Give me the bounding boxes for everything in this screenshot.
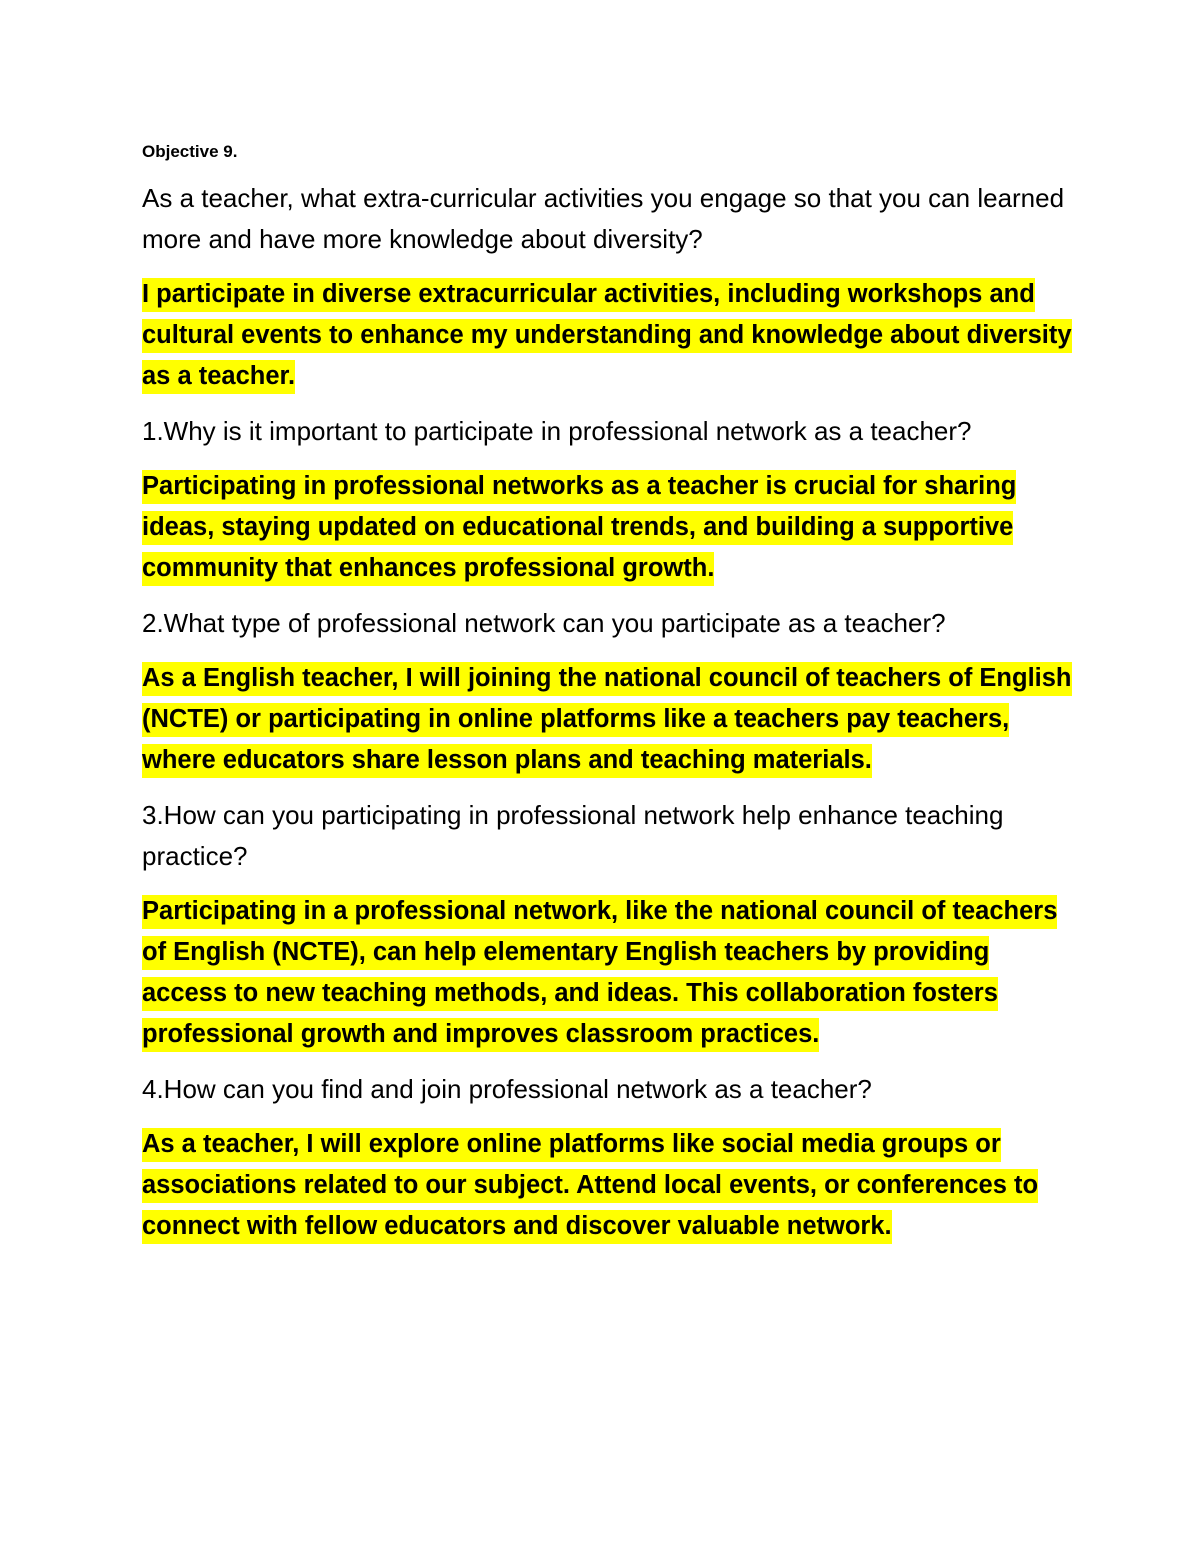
answer-1 xyxy=(142,466,1072,589)
answer-3 xyxy=(142,891,1072,1055)
question-2: 2.What type of professional network can you participate as a teacher? xyxy=(142,608,946,638)
question-4: 4.How can you find and join professional network as a teacher? xyxy=(142,1074,872,1104)
highlighted-answer-text: As a teacher, I will explore online platforms like social media groups or associations related to our subject. Attend local events, or conferences to connect with fellow educators and discover valuable network. xyxy=(142,1128,1038,1244)
highlighted-answer-text: Participating in professional networks as a teacher is crucial for sharing ideas, staying updated on educational trends, and building a supportive community that enhances professional growth. xyxy=(142,470,1016,586)
highlighted-answer-text: I participate in diverse extracurricular activities, including workshops and cultural events to enhance my understanding and knowledge about diversity as a teacher. xyxy=(142,278,1072,394)
answer-2 xyxy=(142,658,1072,781)
document-body xyxy=(142,140,1072,1261)
highlighted-answer-text: Participating in a professional network, like the national council of teachers of English (NCTE), can help elementary English teachers by providing access to new teaching methods, and ideas. This collaboration fosters professional growth and improves classroom practices. xyxy=(142,895,1057,1052)
question-intro: As a teacher, what extra-curricular activities you engage so that you can learned more and have more knowledge about diversity? xyxy=(142,183,1065,254)
objective-heading: Objective 9. xyxy=(142,142,238,161)
question-1: 1.Why is it important to participate in professional network as a teacher? xyxy=(142,416,972,446)
answer-intro xyxy=(142,274,1072,397)
highlighted-answer-text: As a English teacher, I will joining the national council of teachers of English (NCTE) or participating in online platforms like a teachers pay teachers, where educators share lesson plans and teaching materials. xyxy=(142,662,1072,778)
question-3: 3.How can you participating in professional network help enhance teaching practice? xyxy=(142,800,1004,871)
answer-4 xyxy=(142,1124,1072,1247)
